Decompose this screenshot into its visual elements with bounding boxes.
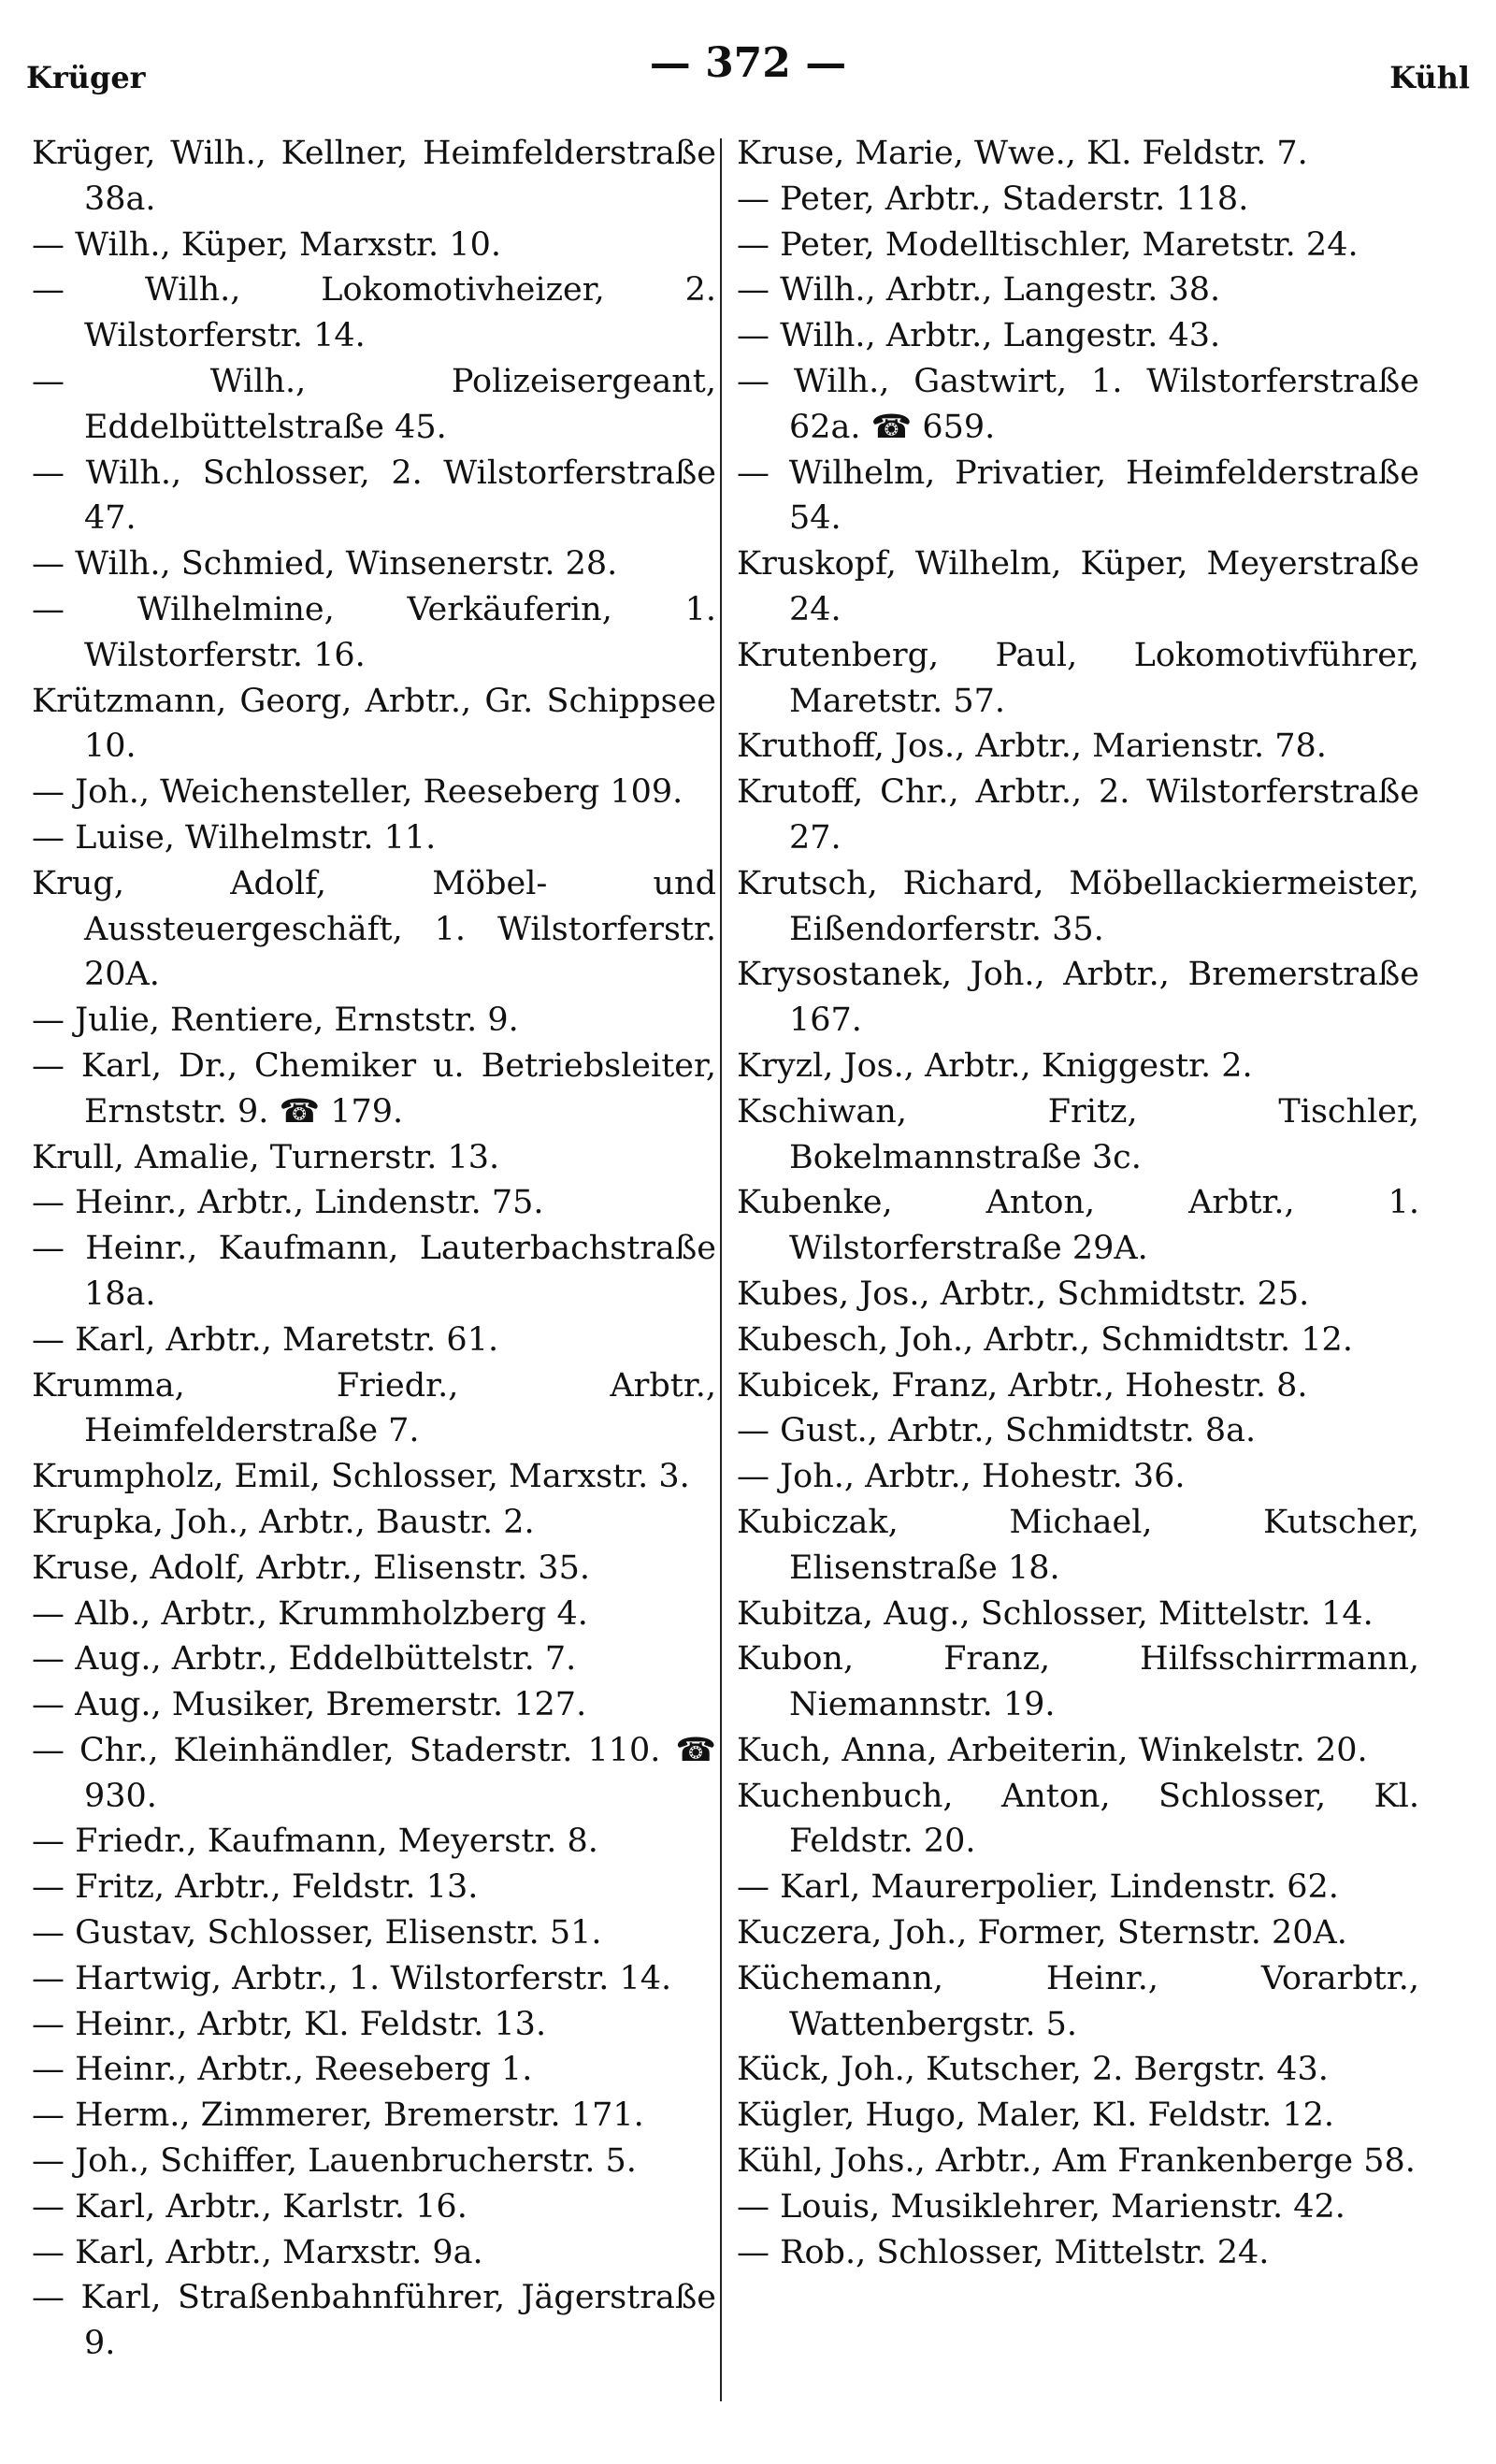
left-column — [32, 131, 716, 2441]
directory-entry: Krutsch, Richard, Möbellackiermeister, Eißendorferstr. 35. — [737, 864, 1419, 948]
column-divider — [720, 138, 722, 2401]
directory-entry: Kubes, Jos., Arbtr., Schmidtstr. 25. — [737, 1275, 1310, 1313]
page-header — [26, 39, 1470, 105]
directory-entry: — Joh., Weichensteller, Reeseberg 109. — [32, 773, 683, 812]
right-column — [737, 131, 1419, 2441]
directory-entry: — Fritz, Arbtr., Feldstr. 13. — [32, 1868, 479, 1907]
directory-entry: — Wilh., Lokomotivheizer, 2. Wilstorferstr. 14. — [32, 271, 716, 355]
directory-entry: Kruthoff, Jos., Arbtr., Marienstr. 78. — [737, 728, 1327, 766]
directory-entry: Kuchenbuch, Anton, Schlosser, Kl. Feldstr. 20. — [737, 1777, 1419, 1861]
directory-entry: Kuczera, Joh., Former, Sternstr. 20A. — [737, 1914, 1347, 1952]
directory-entry: — Wilh., Schmied, Winsenerstr. 28. — [32, 545, 618, 584]
directory-entry: — Wilh., Küper, Marxstr. 10. — [32, 225, 501, 264]
directory-entry: — Friedr., Kaufmann, Meyerstr. 8. — [32, 1823, 598, 1861]
directory-entry: — Julie, Rentiere, Ernststr. 9. — [32, 1001, 519, 1040]
directory-entry: Krutoff, Chr., Arbtr., 2. Wilstorferstraße 27. — [737, 773, 1419, 857]
directory-entry: — Gustav, Schlosser, Elisenstr. 51. — [32, 1914, 602, 1952]
page-number: — 372 — — [649, 39, 847, 87]
directory-entry: — Heinr., Arbtr, Kl. Feldstr. 13. — [32, 2005, 547, 2043]
directory-entry: — Peter, Arbtr., Staderstr. 118. — [737, 180, 1249, 218]
directory-entry: — Heinr., Arbtr., Lindenstr. 75. — [32, 1184, 544, 1222]
directory-entry: Kügler, Hugo, Maler, Kl. Feldstr. 12. — [737, 2097, 1335, 2135]
directory-entry: — Wilh., Gastwirt, 1. Wilstorferstraße 62a. ☎ 659. — [737, 362, 1419, 446]
directory-entry: — Aug., Musiker, Bremerstr. 127. — [32, 1686, 587, 1724]
directory-entry: — Alb., Arbtr., Krummholzberg 4. — [32, 1594, 588, 1633]
directory-entry: — Aug., Arbtr., Eddelbüttelstr. 7. — [32, 1640, 577, 1679]
directory-entry: Kubitza, Aug., Schlosser, Mittelstr. 14. — [737, 1594, 1374, 1633]
directory-entry: — Peter, Modelltischler, Maretstr. 24. — [737, 225, 1359, 264]
directory-entry: Kück, Joh., Kutscher, 2. Bergstr. 43. — [737, 2051, 1329, 2089]
directory-entry: — Gust., Arbtr., Schmidtstr. 8a. — [737, 1412, 1257, 1450]
directory-entry: Kuch, Anna, Arbeiterin, Winkelstr. 20. — [737, 1731, 1368, 1769]
directory-entry: Krull, Amalie, Turnerstr. 13. — [32, 1138, 500, 1176]
directory-entry: Krupka, Joh., Arbtr., Baustr. 2. — [32, 1503, 535, 1541]
directory-entry: — Wilh., Schlosser, 2. Wilstorferstraße 47. — [32, 454, 716, 538]
directory-entry: Kruskopf, Wilhelm, Küper, Meyerstraße 24. — [737, 545, 1419, 628]
directory-entry: — Luise, Wilhelmstr. 11. — [32, 818, 437, 857]
directory-entry: Kubiczak, Michael, Kutscher, Elisenstraße 18. — [737, 1503, 1419, 1587]
directory-entry: Kubenke, Anton, Arbtr., 1. Wilstorferstraße 29A. — [737, 1184, 1419, 1268]
directory-entry: — Wilh., Polizeisergeant, Eddelbüttelstraße 45. — [32, 362, 716, 446]
directory-entry: — Heinr., Arbtr., Reeseberg 1. — [32, 2051, 533, 2089]
directory-entry: Krutenberg, Paul, Lokomotivführer, Maretstr. 57. — [737, 636, 1419, 720]
directory-entry: Krüger, Wilh., Kellner, Heimfelderstraße 38a. — [32, 135, 716, 218]
directory-entry: Krug, Adolf, Möbel- und Aussteuergeschäft, 1. Wilstorferstr. 20A. — [32, 864, 716, 994]
directory-entry: — Karl, Arbtr., Maretstr. 61. — [32, 1320, 499, 1359]
running-head-right: Kühl — [1389, 60, 1470, 95]
directory-entry: Krützmann, Georg, Arbtr., Gr. Schippsee 10. — [32, 682, 716, 766]
directory-entry: Kschiwan, Fritz, Tischler, Bokelmannstraße 3c. — [737, 1092, 1419, 1176]
directory-entry: Kryzl, Jos., Arbtr., Kniggestr. 2. — [737, 1046, 1253, 1085]
directory-entry: — Wilh., Arbtr., Langestr. 38. — [737, 271, 1221, 310]
directory-entry: Kubicek, Franz, Arbtr., Hohestr. 8. — [737, 1366, 1308, 1405]
directory-entry: — Joh., Arbtr., Hohestr. 36. — [737, 1458, 1186, 1496]
directory-entry: — Heinr., Kaufmann, Lauterbachstraße 18a. — [32, 1230, 716, 1313]
directory-entry: Krumma, Friedr., Arbtr., Heimfelderstraße 7. — [32, 1366, 716, 1450]
directory-entry: Kubesch, Joh., Arbtr., Schmidtstr. 12. — [737, 1320, 1353, 1359]
directory-entry: — Karl, Straßenbahnführer, Jägerstraße 9. — [32, 2279, 716, 2363]
directory-entry: Kühl, Johs., Arbtr., Am Frankenberge 58. — [737, 2142, 1416, 2181]
directory-entry: — Wilh., Arbtr., Langestr. 43. — [737, 317, 1221, 355]
directory-entry: — Karl, Arbtr., Karlstr. 16. — [32, 2187, 468, 2226]
directory-entry: — Wilhelmine, Verkäuferin, 1. Wilstorferstr. 16. — [32, 590, 716, 674]
directory-entry: — Louis, Musiklehrer, Marienstr. 42. — [737, 2187, 1345, 2226]
directory-entry: — Karl, Dr., Chemiker u. Betriebsleiter, Ernststr. 9. ☎ 179. — [32, 1046, 716, 1131]
directory-entry: Kubon, Franz, Hilfsschirrmann, Niemannstr. 19. — [737, 1640, 1419, 1724]
directory-entry: — Hartwig, Arbtr., 1. Wilstorferstr. 14. — [32, 1959, 672, 1997]
directory-entry: — Herm., Zimmerer, Bremerstr. 171. — [32, 2097, 644, 2135]
directory-entry: Kruse, Marie, Wwe., Kl. Feldstr. 7. — [737, 135, 1308, 172]
directory-entry: — Karl, Maurerpolier, Lindenstr. 62. — [737, 1868, 1339, 1907]
directory-entry: Krumpholz, Emil, Schlosser, Marxstr. 3. — [32, 1458, 690, 1496]
directory-entry: — Chr., Kleinhändler, Staderstr. 110. ☎ 930. — [32, 1731, 716, 1815]
directory-entry: — Karl, Arbtr., Marxstr. 9a. — [32, 2233, 483, 2271]
directory-entry: Küchemann, Heinr., Vorarbtr., Wattenbergstr. 5. — [737, 1959, 1419, 2043]
directory-entry: Krysostanek, Joh., Arbtr., Bremerstraße 167. — [737, 956, 1419, 1040]
directory-entry: — Joh., Schiffer, Lauenbrucherstr. 5. — [32, 2142, 637, 2181]
directory-entry: — Rob., Schlosser, Mittelstr. 24. — [737, 2233, 1270, 2271]
directory-entry: Kruse, Adolf, Arbtr., Elisenstr. 35. — [32, 1549, 590, 1587]
running-head-left: Krüger — [26, 60, 146, 95]
directory-entry: — Wilhelm, Privatier, Heimfelderstraße 54. — [737, 454, 1419, 538]
